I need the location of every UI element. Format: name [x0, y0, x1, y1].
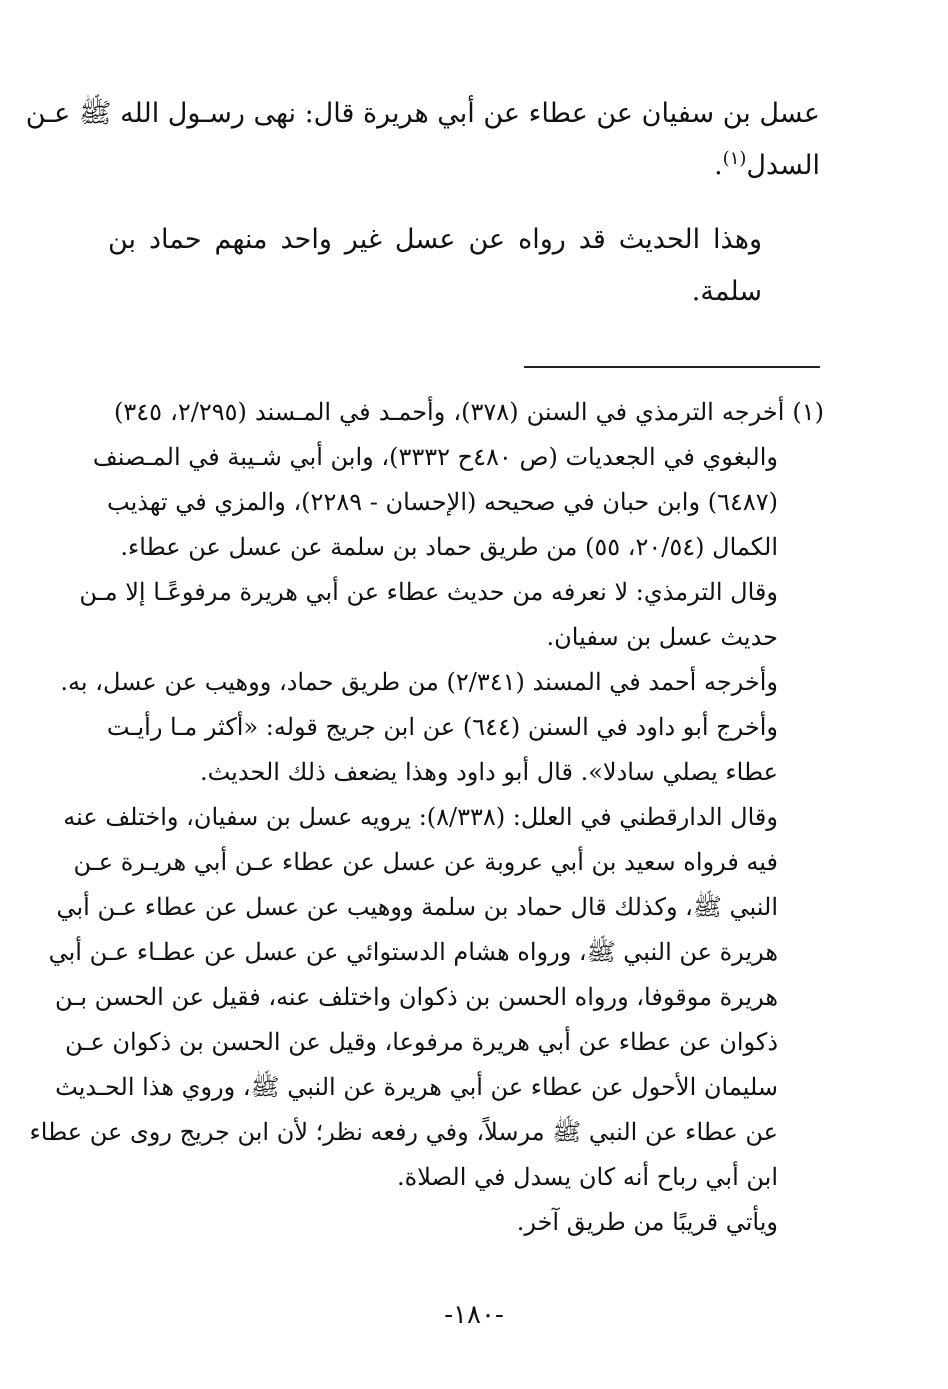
footnotes-section	[29, 390, 825, 1245]
footnote-line-9: عطاء يصلي سادلا». قال أبو داود وهذا يضعف ذلك الحديث.	[199, 758, 778, 786]
footnote-line-18: ابن أبي رباح أنه كان يسدل في الصلاة.	[397, 1163, 778, 1191]
footnote-line-13: هريرة عن النبي ﷺ، ورواه هشام الدستوائي عن عسل عن عطـاء عـن أبي	[48, 938, 778, 966]
body-line-1: عسل بن سفيان عن عطاء عن أبي هريرة قال: نهى رسـول الله ﷺ عـن	[25, 98, 820, 129]
footnote-separator	[524, 366, 820, 368]
footnote-line-3: (٦٤٨٧) وابن حبان في صحيحه (الإحسان - ٢٢٨٩)، والمزي في تهذيب	[107, 488, 778, 516]
footnote-line-16: سليمان الأحول عن عطاء عن أبي هريرة عن النبي ﷺ، وروي هذا الحـديث	[55, 1073, 778, 1101]
footnote-line-1-text: أخرجه الترمذي في السنن (٣٧٨)، وأحمـد في المـسند (٢/٢٩٥، ٣٤٥)	[114, 398, 785, 426]
footnote-line-8: وأخرج أبو داود في السنن (٦٤٤) عن ابن جريج قوله: «أكثر مـا رأيـت	[106, 713, 778, 741]
footnote-line-2: والبغوي في الجعديات (ص ٤٨٠ح ٣٣٣٢)، وابن أبي شـيبة في المـصنف	[92, 443, 778, 471]
footnote-line-5: وقال الترمذي: لا نعرفه من حديث عطاء عن أبي هريرة مرفوعًـا إلا مـن	[79, 578, 778, 606]
body-line-2	[108, 140, 820, 192]
footnote-line-14: هريرة موقوفا، ورواه الحسن بن ذكوان واختلف عنه، فقيل عن الحسن بـن	[55, 983, 778, 1011]
body-paragraph-2: وهذا الحديث قد رواه عن عسل غير واحد منهم حماد بن سلمة.	[108, 224, 762, 307]
footnote-line-4: الكمال (٢٠/٥٤، ٥٥) من طريق حماد بن سلمة عن عسل عن عطاء.	[120, 533, 778, 561]
body-paragraph-1	[25, 88, 820, 192]
footnote-line-17: عن عطاء عن النبي ﷺ مرسلاً، وفي رفعه نظر؛ لأن ابن جريج روى عن عطاء	[29, 1118, 778, 1146]
footnote-number: (١)	[792, 398, 825, 426]
footnote-line-15: ذكوان عن عطاء عن أبي هريرة مرفوعا، وقيل عن الحسن بن ذكوان عـن	[65, 1028, 778, 1056]
body-line-2-text: السدل	[746, 150, 820, 181]
footnote-line-7: وأخرجه أحمد في المسند (٢/٣٤١) من طريق حماد، ووهيب عن عسل، به.	[60, 668, 778, 696]
footnote-line-12: النبي ﷺ، وكذلك قال حماد بن سلمة ووهيب عن عسل عن عطاء عـن أبي	[56, 893, 778, 921]
footnote-line-6: حديث عسل بن سفيان.	[546, 623, 778, 651]
page-number: -١٨٠-	[444, 1300, 504, 1330]
footnote-line-10: وقال الدارقطني في العلل: (٨/٣٣٨): يرويه عسل بن سفيان، واختلف عنه	[63, 803, 778, 831]
footnote-line-19: ويأتي قريبًا من طريق آخر.	[516, 1208, 778, 1236]
footnote-reference[interactable]: (١)	[722, 148, 747, 169]
footnote-line-11: فيه فرواه سعيد بن أبي عروبة عن عسل عن عطاء عـن أبي هريـرة عـن	[73, 848, 778, 876]
sentence-end: .	[714, 150, 723, 181]
footnote-line-1	[114, 390, 824, 435]
